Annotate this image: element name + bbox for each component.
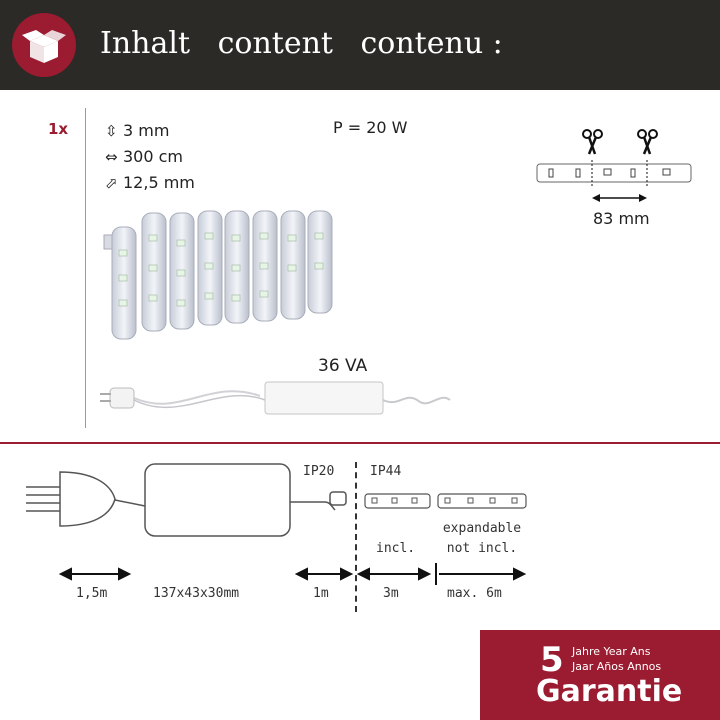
not-included-label: not incl. <box>446 541 518 556</box>
width-arrow-icon: ⬀ <box>105 174 118 192</box>
strip-length-label: 3m <box>383 586 399 601</box>
max-length-label: max. 6m <box>447 586 502 601</box>
cut-spacing-label: 83 mm <box>593 209 650 228</box>
title-fr: contenu : <box>360 26 503 61</box>
height-arrow-icon: ⇳ <box>105 122 118 140</box>
guarantee-badge <box>480 630 720 720</box>
cable-length-label: 1,5m <box>76 586 108 601</box>
included-label: incl. <box>376 541 416 556</box>
length-arrows <box>55 562 530 586</box>
guarantee-years: 5 <box>540 640 564 680</box>
title-de: Inhalt <box>100 26 191 61</box>
quantity-label: 1x <box>48 120 69 138</box>
dimension-length <box>105 147 183 166</box>
plug-icon <box>26 472 115 526</box>
scissors-icon <box>583 130 602 154</box>
section-divider <box>85 108 86 428</box>
guarantee-word: Garantie <box>536 674 683 709</box>
dimension-width <box>105 173 195 192</box>
length-arrow-icon: ⇔ <box>105 148 118 166</box>
dimension-length-value: 300 cm <box>123 147 184 166</box>
page-title <box>100 26 521 61</box>
dimension-height-value: 3 mm <box>123 121 170 140</box>
adapter-rating: 36 VA <box>318 356 368 376</box>
connector-length-label: 1m <box>313 586 329 601</box>
power-adapter-image <box>100 378 460 418</box>
led-strip-coil-image <box>98 205 348 350</box>
scissors-icon <box>638 130 657 154</box>
guarantee-line-2: Jaar Años Annos <box>572 660 662 673</box>
adapter-size-label: 137x43x30mm <box>153 586 240 601</box>
section-separator <box>0 442 720 444</box>
expandable-label: expandable <box>442 521 522 536</box>
open-box-icon <box>12 13 76 77</box>
dimension-width-value: 12,5 mm <box>123 173 195 192</box>
ip-boundary-line <box>355 462 357 612</box>
ip44-label: IP44 <box>370 464 402 479</box>
cut-diagram <box>535 126 695 216</box>
guarantee-line-1: Jahre Year Ans <box>572 645 651 658</box>
title-en: content <box>217 26 333 61</box>
ip20-label: IP20 <box>303 464 335 479</box>
power-rating: P = 20 W <box>333 118 408 137</box>
dimension-height <box>105 121 169 140</box>
